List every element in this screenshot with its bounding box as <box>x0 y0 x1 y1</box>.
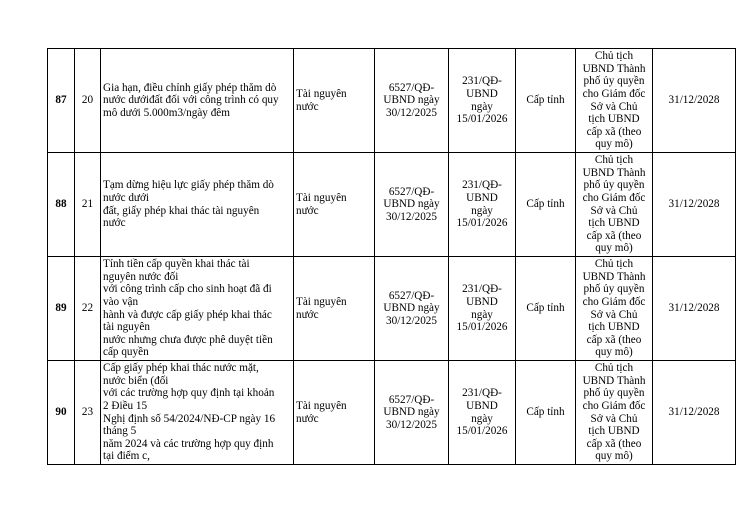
cell-deadline: 31/12/2028 <box>653 257 736 361</box>
text-line: nguyên nước đối <box>103 270 179 283</box>
text-line: UBND <box>466 87 498 100</box>
text-line: Cấp giấy phép khai thác nước mặt, <box>103 362 259 375</box>
text-line: UBND ngày <box>383 198 440 211</box>
text-line: Tính tiền cấp quyền khai thác tài <box>103 258 250 271</box>
text-line: phố ủy quyền <box>583 179 645 192</box>
text-line: UBND ngày <box>383 406 440 419</box>
text-line: 30/12/2025 <box>386 210 437 223</box>
text-line: Nghị định số 54/2024/NĐ-CP ngày 16 <box>103 412 276 425</box>
text-line: ngày <box>471 100 493 113</box>
text-line: 231/QĐ- <box>462 283 502 296</box>
cell-field <box>294 49 375 153</box>
text-line: tại điểm c, <box>103 450 150 463</box>
cell-deadline: 31/12/2028 <box>653 153 736 257</box>
procedures-table <box>47 48 736 465</box>
text-line: phố ủy quyền <box>583 75 645 88</box>
text-line: Tài nguyên <box>296 191 347 204</box>
cell-authority <box>576 153 653 257</box>
text-line: Sở và Chủ <box>590 100 638 113</box>
text-line: nước dưới <box>103 191 150 204</box>
text-line: 15/01/2026 <box>456 425 508 438</box>
text-line: cấp xã (theo <box>586 125 642 138</box>
text-line: Gia hạn, điều chỉnh giấy phép thăm dò <box>103 81 277 94</box>
text-line: quy mô) <box>595 450 633 463</box>
cell-field <box>294 361 375 465</box>
text-line: cấp quyền <box>103 346 149 359</box>
cell-procedure-name <box>101 257 294 361</box>
cell-stt: 90 <box>48 361 75 465</box>
text-line: Chủ tịch <box>594 50 634 63</box>
text-line: ngày <box>471 308 493 321</box>
cell-level: Cấp tỉnh <box>516 153 576 257</box>
text-line: hành và được cấp giấy phép khai thác <box>103 308 272 321</box>
text-line: UBND <box>466 399 498 412</box>
table-body <box>48 49 736 465</box>
text-line: quy mô) <box>595 242 633 255</box>
text-line: phố ủy quyền <box>583 283 645 296</box>
text-line: 6527/QĐ- <box>388 289 435 302</box>
text-line: 231/QĐ- <box>462 179 502 192</box>
text-line: quy mô) <box>595 138 633 151</box>
text-line: tịch UBND <box>588 217 640 230</box>
text-line: cấp xã (theo <box>586 229 642 242</box>
text-line: UBND ngày <box>383 94 440 107</box>
cell-procedure-name <box>101 361 294 465</box>
text-line: Chủ tịch <box>594 154 634 167</box>
cell-field <box>294 153 375 257</box>
text-line: cho Giám đốc <box>582 295 646 308</box>
cell-sub-number: 23 <box>75 361 101 465</box>
text-line: nước <box>296 412 319 425</box>
text-line: với các trường hợp quy định tại khoản <box>103 387 275 400</box>
text-line: 231/QĐ- <box>462 387 502 400</box>
text-line: phố ủy quyền <box>583 387 645 400</box>
text-line: 2 Điều 15 <box>103 399 148 412</box>
text-line: Sở và Chủ <box>590 412 638 425</box>
cell-stt: 89 <box>48 257 75 361</box>
text-line: tài nguyên <box>103 321 150 334</box>
text-line: mô dưới 5.000m3/ngày đêm <box>103 106 230 119</box>
text-line: UBND Thành <box>582 270 646 283</box>
text-line: đất, giấy phép khai thác tài nguyên <box>103 204 260 217</box>
cell-field <box>294 257 375 361</box>
cell-sub-number: 22 <box>75 257 101 361</box>
text-line: cho Giám đốc <box>582 191 646 204</box>
text-line: quy mô) <box>595 346 633 359</box>
cell-decision <box>375 49 449 153</box>
text-line: 15/01/2026 <box>456 321 508 334</box>
text-line: cấp xã (theo <box>586 437 642 450</box>
text-line: 6527/QĐ- <box>388 81 435 94</box>
text-line: 30/12/2025 <box>386 418 437 431</box>
cell-plan <box>449 49 516 153</box>
cell-level: Cấp tỉnh <box>516 257 576 361</box>
text-line: ngày <box>471 412 493 425</box>
text-line: nước biển (đối <box>103 374 169 387</box>
text-line: nước dướiđất đối với công trình có quy <box>103 94 279 107</box>
cell-procedure-name <box>101 153 294 257</box>
text-line: Chủ tịch <box>594 362 634 375</box>
text-line: Tài nguyên <box>296 399 347 412</box>
text-line: vào vận <box>103 295 139 308</box>
cell-level: Cấp tỉnh <box>516 361 576 465</box>
cell-decision <box>375 257 449 361</box>
text-line: UBND ngày <box>383 302 440 315</box>
cell-decision <box>375 361 449 465</box>
cell-plan <box>449 153 516 257</box>
text-line: tịch UBND <box>588 113 640 126</box>
text-line: Sở và Chủ <box>590 308 638 321</box>
text-line: cho Giám đốc <box>582 399 646 412</box>
text-line: 15/01/2026 <box>456 217 508 230</box>
cell-deadline: 31/12/2028 <box>653 361 736 465</box>
text-line: 30/12/2025 <box>386 106 437 119</box>
text-line: UBND Thành <box>582 62 646 75</box>
table-row <box>48 361 736 465</box>
cell-authority <box>576 361 653 465</box>
text-line: năm 2024 và các trường hợp quy định <box>103 437 274 450</box>
cell-authority <box>576 257 653 361</box>
text-line: UBND <box>466 295 498 308</box>
text-line: tháng 5 <box>103 425 137 438</box>
text-line: Chủ tịch <box>594 258 634 271</box>
text-line: với công trình cấp cho sinh hoạt đã đi <box>103 283 272 296</box>
text-line: cho Giám đốc <box>582 87 646 100</box>
cell-procedure-name <box>101 49 294 153</box>
cell-deadline: 31/12/2028 <box>653 49 736 153</box>
cell-level: Cấp tỉnh <box>516 49 576 153</box>
cell-sub-number: 20 <box>75 49 101 153</box>
text-line: 15/01/2026 <box>456 113 508 126</box>
text-line: tịch UBND <box>588 425 640 438</box>
text-line: UBND <box>466 191 498 204</box>
text-line: 6527/QĐ- <box>388 393 435 406</box>
table-row <box>48 257 736 361</box>
table-row <box>48 49 736 153</box>
cell-decision <box>375 153 449 257</box>
text-line: nước <box>296 308 319 321</box>
text-line: nước <box>296 100 319 113</box>
cell-sub-number: 21 <box>75 153 101 257</box>
text-line: tịch UBND <box>588 321 640 334</box>
cell-plan <box>449 257 516 361</box>
text-line: UBND Thành <box>582 374 646 387</box>
cell-stt: 87 <box>48 49 75 153</box>
text-line: UBND Thành <box>582 166 646 179</box>
cell-authority <box>576 49 653 153</box>
table-row <box>48 153 736 257</box>
text-line: cấp xã (theo <box>586 333 642 346</box>
text-line: 30/12/2025 <box>386 314 437 327</box>
cell-stt: 88 <box>48 153 75 257</box>
text-line: nước <box>296 204 319 217</box>
text-line: 231/QĐ- <box>462 75 502 88</box>
text-line: Sở và Chủ <box>590 204 638 217</box>
text-line: Tài nguyên <box>296 295 347 308</box>
text-line: nước <box>103 217 126 230</box>
cell-plan <box>449 361 516 465</box>
text-line: Tạm dừng hiệu lực giấy phép thăm dò <box>103 179 274 192</box>
text-line: Tài nguyên <box>296 87 347 100</box>
text-line: nước nhưng chưa được phê duyệt tiền <box>103 333 273 346</box>
text-line: 6527/QĐ- <box>388 185 435 198</box>
text-line: ngày <box>471 204 493 217</box>
